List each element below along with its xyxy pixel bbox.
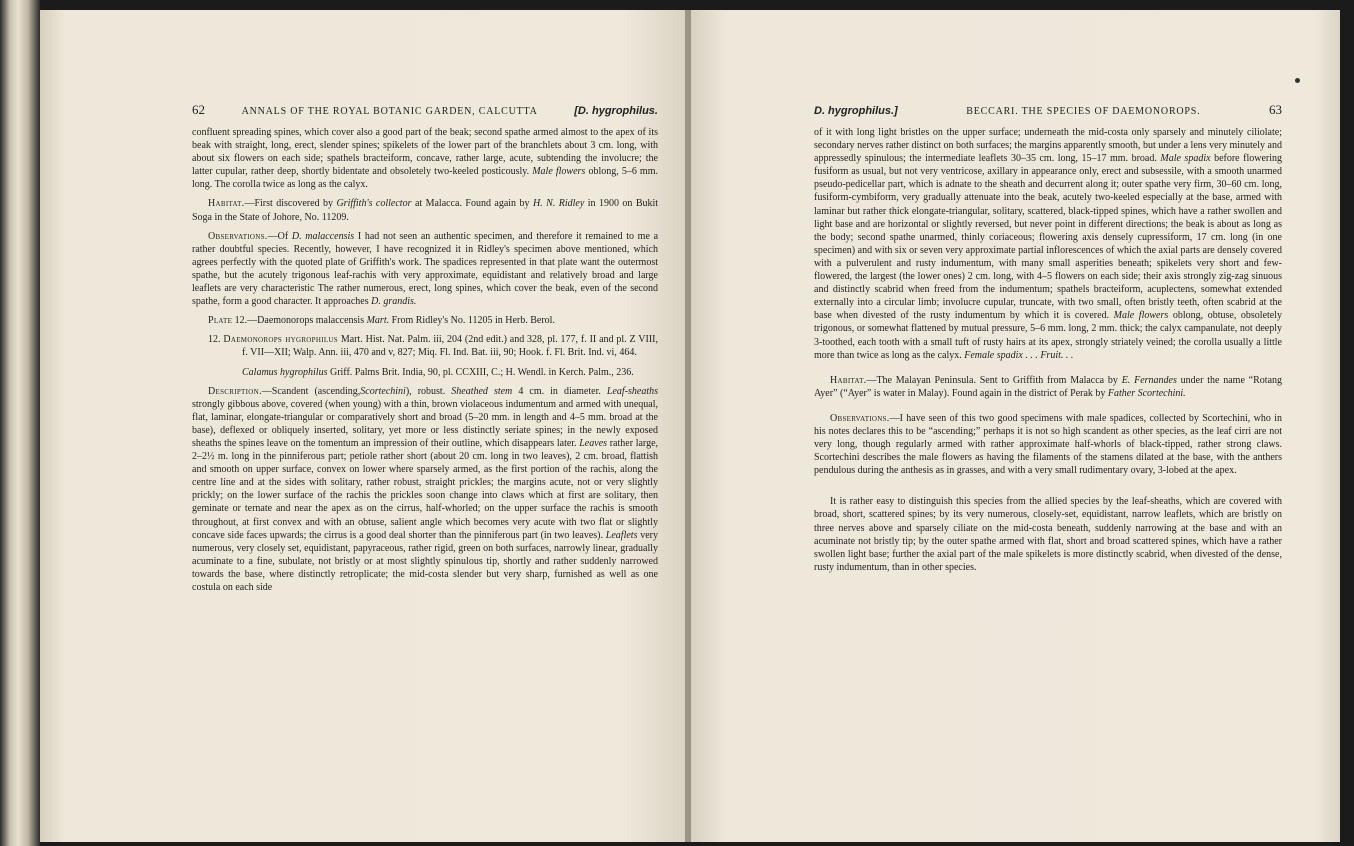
plate-caption: Plate 12.—Daemonorops malaccensis Mart. From Ridley's No. 11205 in Herb. Berol. [208,315,555,327]
left-header [192,102,658,118]
running-head: BECCARI. THE SPECIES OF DAEMONOROPS. [966,106,1201,117]
comparison-paragraph: It is rather easy to distinguish this species from the allied species by the leaf-sheaths, which are covered with broad, short, scattered spines; by its very numerous, closely-set, equidistant, narrow leaflets, which are bristly on three nerves above and sparsely ciliate on the mid-costa beneath, suddenly narrowing at the base and with an acuminate not bristly tip; by the outer spathe armed with flat, short and broad scattered spines, which have a rather swollen light base; further the axial part of the male spikelets is more distinctly scabrid, when divested of the dense, rusty indumentum, than in other species. [814,496,1282,573]
ink-spot [1295,78,1300,83]
page-number: 62 [192,102,205,117]
book-edge [0,0,40,846]
right-header [814,102,1282,118]
gutter [685,10,691,842]
paragraph: confluent spreading spines, which cover also a good part of the beak; second spathe armed almost to the apex of its beak with straight, long, erect, slender spines; spikelets of the lower part of the branchlets about 3 cm. long, with about six flowers on each side; spathels bracteiform, concave, rather large, acute, subtending the involucre; the latter cupular, rather deep, shortly bidentate and obsoletely two-keeled posticously. Male flowers oblong, 5–6 mm. long. The corolla twice as long as the calyx. [192,127,658,191]
left-page [40,10,688,842]
observations-paragraph: Observations.—Of D. malaccensis I had not seen an authentic specimen, and therefore it remained to me a rather doubtful species. Recently, however, I have recognized it in Ridley's specimen above mentioned, which agrees perfectly with the quoted plate of Griffith's work. The spadices represented in that plate want the outermost spathe, but the acutely trigonous leaf-rachis with very approximate, equidistant and relatively broad and large leaflets are very characteristic The rather numerous, erect, long spines, which cover the beak, even of the second spathe, form a good character. It approaches D. grandis. [192,230,659,308]
species-heading: 12. Daemonorops hygrophilus Mart. Hist. Nat. Palm. iii, 204 (2nd edit.) and 328, pl. 177, f. II and pl. Z VIII, f. VII—XII; Walp. Ann. iii, 470 and v, 827; Miq. Fl. Ind. Bat. iii, 90; Hook. f. Fl. Brit. Ind. vi, 464. [208,334,659,359]
right-page [688,10,1340,842]
species-tag: D. hygrophilus.] [814,105,898,117]
observations-paragraph: Observations.—I have seen of this two good specimens with male spadices, collected by Scortechini, who in his notes declares this to be “ascending;” perhaps it is not so high scandent as other species, as the leaf cirri are not very long, though regularly armed with rather approximate half-whorls of black-tipped, rather strong claws. Scortechini describes the male flowers as having the filaments of the stamens dilated at the base, with the anthers pendulous during the anthesis as in grasses, and with a very small rudimentary ovary, 3-lobed at the apex. [814,412,1282,477]
running-head: ANNALS OF THE ROYAL BOTANIC GARDEN, CALCUTTA [241,106,538,117]
description-paragraph: Description.—Scandent (ascending,Scortechini), robust. Sheathed stem 4 cm. in diameter. Leaf-sheaths strongly gibbous above, covered (when young) with a thin, brown violaceous indumentum and armed with unequal, flat, laminar, elongate-triangular or comparatively short and broad (5–20 mm. in length and 4–5 mm. broad at the base), deflexed or obliquely inserted, solitary, yet more or less distinctly seriate spines; in the newly exposed sheaths the spines leave on the tomentum an impression of their outline, which disappears later. Leaves rather large, 2–2½ m. long in the pinniferous part; petiole rather short (about 20 cm. long in two leaves), 2 cm. broad, flattish and smooth on upper surface, convex on lower where sparsely armed, as the first portion of the rachis, along the centre line and at the sides with solitary, rather robust, straight prickles; the margins acute, not or very slightly prickly; on the lower surface of the rachis the prickles soon change into claws which at first are solitary, then geminate or ternate and near the apex as on the cirrus, half-whorled; on the upper surface the rachis is smooth throughout, at first convex and with an obtuse, salient angle which becomes very acute with two flat or slightly concave side faces upwards; the cirrus is a good deal shorter than the pinniferous part (in two leaves). Leaflets very numerous, very closely set, equidistant, papyraceous, rather rigid, green on both surfaces, narrowly linear, gradually acuminate to a fine, subulate, not bristly or at most slightly spinulous tip, shortly and rather suddenly narrowed towards the base, where distinctly retroplicate; the mid-costa slender but very sharp, furnished as well as one costula on each side [192,385,659,593]
habitat-paragraph: Habitat.—The Malayan Peninsula. Sent to Griffith from Malacca by E. Fernandes under the name “Rotang Ayer” (“Ayer” is water in Malay). Found again in the district of Perak by Father Scortechini. [814,374,1283,399]
habitat-paragraph: Habitat.—First discovered by Griffith's collector at Malacca. Found again by H. N. Ridley in 1900 on Bukit Soga in the State of Johore, No. 11209. [192,198,659,223]
page-number: 63 [1268,102,1282,117]
synonym: Calamus hygrophilus Griff. Palms Brit. India, 90, pl. CCXIII, C.; H. Wendl. in Kerch. Palm., 236. [242,366,634,378]
species-tag: [D. hygrophilus. [574,105,658,117]
book-spread [40,10,1340,842]
paragraph: of it with long light bristles on the upper surface; underneath the mid-costa only sparsely and minutely ciliolate; secondary nerves rather distinct on both surfaces; the margins apparently smooth, but under a lens very minutely and appressedly spinulous; the intermediate leaflets 30–35 cm. long, 15–17 mm. broad. Male spadix before flowering fusiform as usual, but not very ventricose, axillary in appearance only, erect and subsessile, with a smooth unarmed pseudo-pedicellar part, which is adnate to the sheath and decurrent along it; outer spathe very firm, 30–60 cm. long, fusiform-cymbiform, very gradually attenuate into the beak, acutely two-keeled especially at the base, armed with laminar but rather thick elongate-triangular, solitary, scattered, black-tipped spines, which have a rather swollen and light base and are horizontal or slightly reversed, but never point in different directions; the beak is about as long as the body; second spathe unarmed, thinly coriaceous; flowering axis densely cupressiform, 17 cm. long (in one specimen) and with six or seven very approximate partial inflorescences of which the axial parts are densely covered with a pulverulent and rusty indumentum, with many small asperities beneath; spikelets very short and few-flowered, the largest (the lower ones) 2 cm. long, with 4–5 flowers on each side; their axis strongly zig-zag sinuous and distinctly scabrid when freed from the indumentum; spathels bracteiform, acuplectens, somewhat extended externally into a circular limb; involucre cupular, truncate, with two small, often bristly teeth, often scabrid at the base when divested of the rusty indumentum by which it is covered. Male flowers oblong, obtuse, obsoletely trigonous, or somewhat flattened by mutual pressure, 5–6 mm. long, 2 mm. thick; the calyx campanulate, not deeply 3-toothed, each tooth with a small tuft of rusty hairs at its apex, strongly striately veined; the corolla usually a little more than twice as long as the calyx. Female spadix . . . Fruit. . . [814,127,1282,361]
